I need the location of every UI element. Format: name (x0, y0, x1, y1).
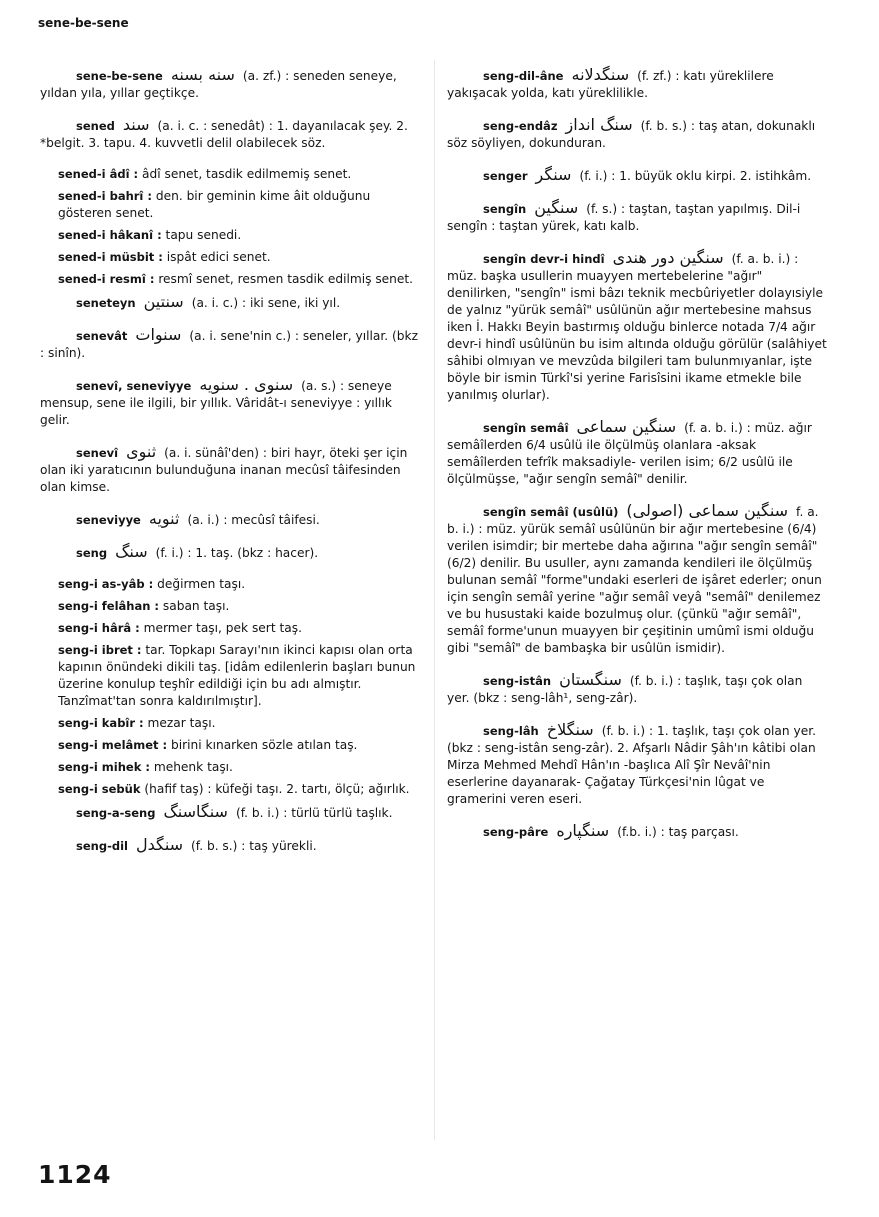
definition: (f. b. i.) : taşlık, taşı çok olan yer. (bkz : seng-lâh¹, seng-zâr). (447, 674, 803, 705)
definition: (f. i.) : 1. taş. (bkz : hacer). (155, 546, 319, 560)
dictionary-entry (40, 510, 420, 529)
headword: seng-pâre (483, 825, 549, 839)
headword: sened-i bahrî : (58, 189, 152, 203)
definition: ispât edici senet. (166, 250, 271, 264)
headword: senevî (76, 446, 119, 460)
headword: seng-i mihek : (58, 760, 150, 774)
dictionary-entry (447, 418, 827, 488)
headword: sened-i müsbit : (58, 250, 163, 264)
headword: seneteyn (76, 296, 136, 310)
headword: seng-i hârâ : (58, 621, 140, 635)
column-gutter (434, 60, 435, 1140)
headword: seng-istân (483, 674, 552, 688)
sub-entry (40, 249, 420, 266)
sub-entry (40, 642, 420, 710)
ottoman-script: سنوات (135, 325, 182, 344)
ottoman-script: سنگين سماعى (576, 417, 677, 436)
headword: sened-i hâkanî : (58, 228, 162, 242)
ottoman-script: سنگين دور هندى (612, 248, 724, 267)
dictionary-entry (40, 116, 420, 152)
dictionary-entry (447, 66, 827, 102)
dictionary-entry (447, 671, 827, 707)
dictionary-entry (447, 721, 827, 808)
definition: (f. b. s.) : taş yürekli. (191, 839, 317, 853)
definition: (f. a. b. i.) : müz. başka usullerin muayyen mertebelerine "ağır" denilirken, "sengîn" ismi bâzı teknik mecbûriyetler dolayısiyle de yalnız "yürük semâî" usûlünün ağır mertebesine mahsus iken İ. Hakkı Beyin bastırmış olduğu binlerce notada 7/4 ağır devr-i hindî usûlünün bu isim altında olduğu görülür (salâhiyet sâhibi olmıyan ve mevzûda bilgileri tam bulunmıyanlar, işte böyle bir ismin Türkî'si yerine Farisîsini ikame etmekle bile yanılmış olurlar). (447, 252, 827, 402)
dictionary-entry (447, 199, 827, 235)
definition: (a. zf.) : seneden seneye, yıldan yıla, yıllar geçtikçe. (40, 69, 397, 100)
headword: seng-dil (76, 839, 128, 853)
definition: (f. b. i.) : türlü türlü taşlık. (235, 806, 393, 820)
definition: (f. b. i.) : 1. taşlık, taşı çok olan yer. (bkz : seng-istân seng-zâr). 2. Afşarlı Nâdir Şâh'ın kâtibi olan Mirza Mehmed Mehdî Hân'ın -başlıca Alî Şîr Nevâî'nin eserlerine dayanarak- Çağatay Türkçesi'nin lûgat ve gramerini veren eseri. (447, 724, 816, 806)
definition: değirmen taşı. (157, 577, 246, 591)
dictionary-entry (40, 376, 420, 429)
running-head: sene-be-sene (38, 16, 129, 30)
definition: (f.b. i.) : taş parçası. (617, 825, 739, 839)
sub-entry (40, 715, 420, 732)
dictionary-entry (40, 293, 420, 312)
definition: (a. i. c.) : iki sene, iki yıl. (191, 296, 341, 310)
right-column (447, 66, 827, 855)
ottoman-script: سنگلاخ (546, 720, 594, 739)
headword: seng-dil-âne (483, 69, 564, 83)
definition: âdî senet, tasdik edilmemiş senet. (142, 167, 352, 181)
dictionary-entry (40, 803, 420, 822)
dictionary-entry (40, 836, 420, 855)
dictionary-entry (40, 543, 420, 562)
dictionary-entry (447, 249, 827, 404)
definition: f. a. b. i.) : müz. yürük semâî usûlünün bir ağır mertebesine (6/4) verilen isimdir; bir mertebe daha ağırına "ağır sengîn semâî" (6/2) denilir. Bu usuller, aynı zamanda kendileri ile ölçülmüş bulunan semâî "forme"undaki eserleri de işâret ederler; onun için sengîn semâî yerine "ağır semâî veyâ "semâî" denilemez ve bu husustaki kaide bozulmuş olur. (çünkü "ağır semâî", semâî forme'unun muayyen bir çeşitinin umûmî ismi olduğu gibi "semâî" de bambaşka bir usûlün ismidir). (447, 505, 822, 655)
ottoman-script: ثنويه (148, 509, 180, 528)
headword: sengîn semâî (usûlü) (483, 505, 619, 519)
ottoman-script: سنوى . سنويه (199, 375, 294, 394)
ottoman-script: سنگاسنگ (163, 802, 228, 821)
ottoman-script: سنگدلانه (571, 65, 630, 84)
ottoman-script: سنگين (534, 198, 579, 217)
dictionary-entry (447, 822, 827, 841)
definition: (a. s.) : seneye mensup, sene ile ilgili, bir yıllık. Vâridât-ı seneviyye : yıllık gelir. (40, 379, 392, 427)
headword: seng-i ibret : (58, 643, 142, 657)
definition: (f. a. b. i.) : müz. ağır semâîlerden 6/4 usûlü ile ölçülmüş olanlara -aksak semâîlerden tefrîk maksadiyle- verilen isim; 6/2 usûlü ile ölçülmüşse, "ağır sengîn semâî" denilir. (447, 421, 812, 486)
headword: seng-i felâhan : (58, 599, 160, 613)
definition: (f. s.) : taştan, taştan yapılmış. Dil-i sengîn : taştan yürek, katı kalb. (447, 202, 801, 233)
sub-entry (40, 620, 420, 637)
sub-entry (40, 166, 420, 183)
dictionary-entry (447, 502, 827, 657)
ottoman-script: سنگ (115, 542, 148, 561)
definition: (a. i. sene'nin c.) : seneler, yıllar. (bkz : sinîn). (40, 329, 418, 360)
headword: sengîn semâî (483, 421, 569, 435)
definition: birini kınarken sözle atılan taş. (171, 738, 358, 752)
sub-entry (40, 598, 420, 615)
page-number: 1124 (38, 1160, 112, 1189)
ottoman-script: سنگين سماعى (اصولى) (626, 501, 789, 520)
definition: mezar taşı. (147, 716, 216, 730)
sub-entry (40, 781, 420, 798)
definition: den. bir geminin kime âit olduğunu gösteren senet. (58, 189, 371, 220)
headword: seng-i sebük (58, 782, 141, 796)
headword: sened-i resmî : (58, 272, 155, 286)
headword: sengîn (483, 202, 527, 216)
headword: sene-be-sene (76, 69, 163, 83)
headword: sened-i âdî : (58, 167, 139, 181)
dictionary-entry (447, 166, 827, 185)
definition: (f. zf.) : katı yüreklilere yakışacak yolda, katı yüreklilikle. (447, 69, 774, 100)
left-column (40, 66, 420, 869)
headword: sengîn devr-i hindî (483, 252, 605, 266)
ottoman-script: سند (122, 115, 150, 134)
definition: (a. i.) : mecûsî tâifesi. (187, 513, 320, 527)
headword: senevî, seneviyye (76, 379, 192, 393)
definition: (a. i. c. : senedât) : 1. dayanılacak şey. 2. *belgit. 3. tapu. 4. kuvvetli delil olabilecek söz. (40, 119, 408, 150)
dictionary-entry (40, 66, 420, 102)
headword: seng (76, 546, 108, 560)
sub-entry (40, 188, 420, 222)
definition: mermer taşı, pek sert taş. (143, 621, 302, 635)
ottoman-script: سنگ انداز (565, 115, 633, 134)
definition: (hafif taş) : küfeği taşı. 2. tartı, ölçü; ağırlık. (144, 782, 410, 796)
sub-entry (40, 759, 420, 776)
definition: (f. b. s.) : taş atan, dokunaklı söz söyliyen, dokunduran. (447, 119, 816, 150)
sub-entry (40, 576, 420, 593)
dictionary-entry (447, 116, 827, 152)
ottoman-script: سنگر (535, 165, 572, 184)
ottoman-script: سنه بسنه (170, 65, 235, 84)
definition: (a. i. sünâî'den) : biri hayr, öteki şer için olan iki yaratıcının bulunduğuna inanan mecûsî tâifesinden olan kimse. (40, 446, 408, 494)
headword: seng-i melâmet : (58, 738, 168, 752)
headword: seng-lâh (483, 724, 539, 738)
dictionary-entry (40, 326, 420, 362)
headword: seng-i as-yâb : (58, 577, 154, 591)
ottoman-script: ثنوى (126, 442, 157, 461)
headword: senevât (76, 329, 128, 343)
headword: seng-i kabîr : (58, 716, 144, 730)
definition: tar. Topkapı Sarayı'nın ikinci kapısı olan orta kapının önündeki dikili taş. [idâm edilenlerin başları bunun üzerine konulup teşhîr edildiği için bu adı almıştır. Tanzîmat'tan sonra kaldırılmıştır]. (58, 643, 416, 708)
headword: seneviyye (76, 513, 141, 527)
ottoman-script: سنگستان (559, 670, 622, 689)
headword: seng-endâz (483, 119, 558, 133)
headword: senger (483, 169, 528, 183)
ottoman-script: سنگپاره (556, 821, 610, 840)
dictionary-entry (40, 443, 420, 496)
definition: tapu senedi. (165, 228, 242, 242)
sub-entry (40, 227, 420, 244)
definition: resmî senet, resmen tasdik edilmiş senet. (158, 272, 414, 286)
definition: mehenk taşı. (153, 760, 233, 774)
headword: sened (76, 119, 115, 133)
ottoman-script: سنگدل (135, 835, 184, 854)
definition: (f. i.) : 1. büyük oklu kirpi. 2. istihkâm. (579, 169, 812, 183)
ottoman-script: سنتين (143, 292, 184, 311)
sub-entry (40, 271, 420, 288)
sub-entry (40, 737, 420, 754)
headword: seng-a-seng (76, 806, 156, 820)
definition: saban taşı. (162, 599, 230, 613)
